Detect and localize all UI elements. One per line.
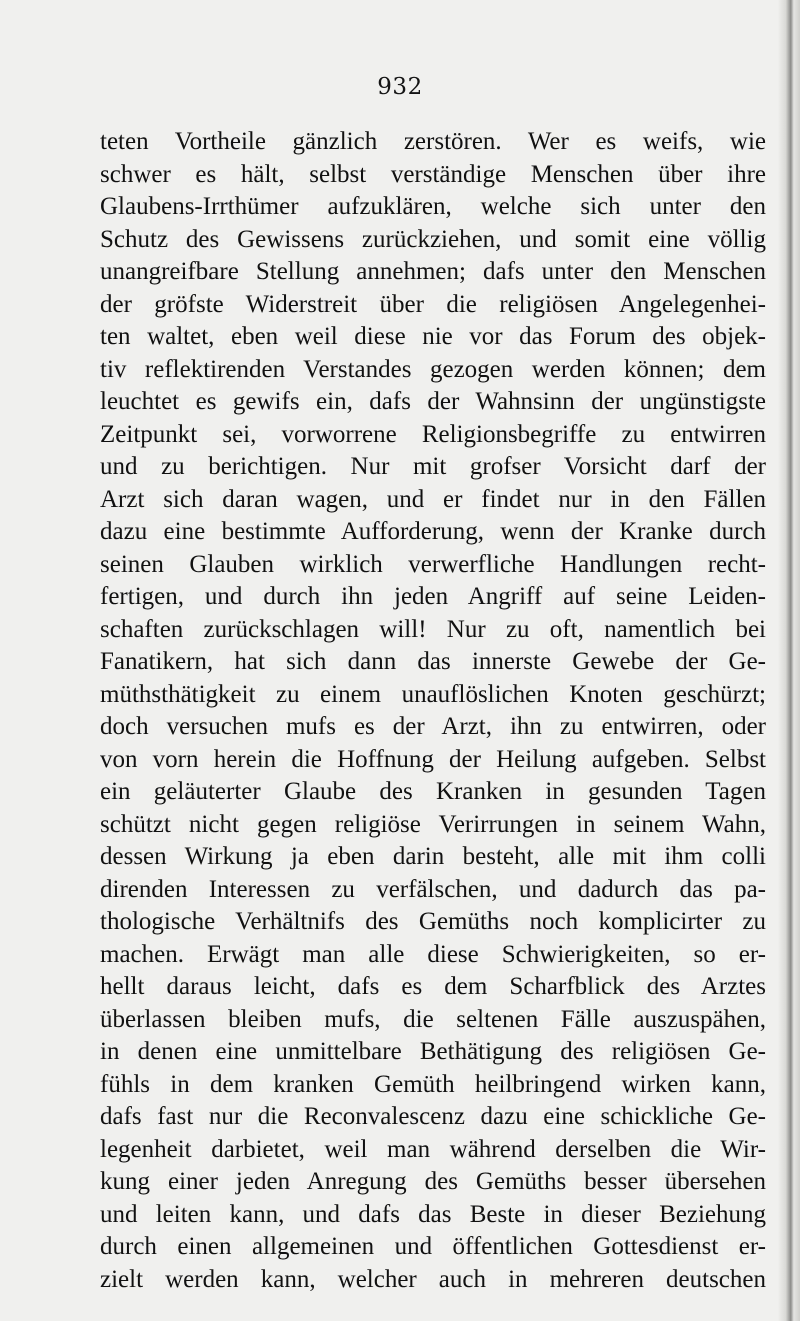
text-line: zielt werden kann, welcher auch in mehreren deutschen — [100, 1265, 766, 1293]
page-edge-shadow — [778, 0, 800, 1321]
text-line: Fanatikern, hat sich dann das innerste Gewebe der Ge- — [100, 648, 766, 675]
text-line: von vorn herein die Hoffnung der Heilung aufgeben. Selbst — [100, 745, 766, 773]
text-line: dafs fast nur die Reconvalescenz dazu eine schickliche Ge- — [100, 1103, 766, 1130]
text-line: ein geläuterter Glaube des Kranken in gesunden Tagen — [100, 778, 766, 805]
text-line: seinen Glauben wirklich verwerfliche Handlungen recht- — [100, 550, 766, 578]
text-line: schwer es hält, selbst verständige Menschen über ihre — [100, 160, 766, 188]
text-line: doch versuchen mufs es der Arzt, ihn zu entwirren, oder — [100, 713, 766, 740]
text-line: leuchtet es gewifs ein, dafs der Wahnsinn der ungünstigste — [100, 388, 766, 415]
text-line: thologische Verhältnifs des Gemüths noch komplicirter zu — [100, 908, 766, 935]
text-line: fertigen, und durch ihn jeden Angriff auf seine Leiden- — [100, 583, 766, 610]
text-line: Glaubens-Irrthümer aufzuklären, welche sich unter den — [100, 193, 766, 220]
text-line: hellt daraus leicht, dafs es dem Scharfblick des Arztes — [100, 973, 766, 1000]
text-line: Arzt sich daran wagen, und er findet nur in den Fällen — [100, 485, 766, 513]
text-line: tiv reflektirenden Verstandes gezogen werden können; dem — [100, 355, 766, 383]
text-line: legenheit darbietet, weil man während derselben die Wir- — [100, 1135, 766, 1163]
text-line: der gröfste Widerstreit über die religiösen Angelegenhei- — [100, 290, 766, 318]
text-line: ten waltet, eben weil diese nie vor das Forum des objek- — [100, 323, 766, 350]
text-line: teten Vortheile gänzlich zerstören. Wer es weifs, wie — [100, 128, 766, 155]
body-text — [100, 126, 766, 1296]
text-line: und leiten kann, und dafs das Beste in dieser Beziehung — [100, 1200, 766, 1228]
text-line: Zeitpunkt sei, vorworrene Religionsbegriffe zu entwirren — [100, 420, 766, 448]
text-line: überlassen bleiben mufs, die seltenen Fälle auszuspähen, — [100, 1005, 766, 1033]
text-line: direnden Interessen zu verfälschen, und dadurch das pa- — [100, 875, 766, 903]
text-line: dazu eine bestimmte Aufforderung, wenn der Kranke durch — [100, 518, 766, 545]
text-line: fühls in dem kranken Gemüth heilbringend wirken kann, — [100, 1070, 766, 1098]
text-line: kung einer jeden Anregung des Gemüths besser übersehen — [100, 1168, 766, 1195]
text-line: dessen Wirkung ja eben darin besteht, alle mit ihm colli — [100, 843, 766, 870]
page-number: 932 — [377, 74, 423, 100]
text-line: schützt nicht gegen religiöse Verirrungen in seinem Wahn, — [100, 810, 766, 838]
text-line: machen. Erwägt man alle diese Schwierigkeiten, so er- — [100, 940, 766, 968]
text-line: müthsthätigkeit zu einem unauflöslichen Knoten geschürzt; — [100, 680, 766, 708]
text-line: und zu berichtigen. Nur mit grofser Vorsicht darf der — [100, 453, 766, 480]
text-line: durch einen allgemeinen und öffentlichen Gottesdienst er- — [100, 1233, 766, 1260]
text-line: in denen eine unmittelbare Bethätigung des religiösen Ge- — [100, 1038, 766, 1065]
text-line: schaften zurückschlagen will! Nur zu oft, namentlich bei — [100, 615, 766, 643]
text-line: unangreifbare Stellung annehmen; dafs unter den Menschen — [100, 258, 766, 285]
text-line: Schutz des Gewissens zurückziehen, und somit eine völlig — [100, 225, 766, 253]
